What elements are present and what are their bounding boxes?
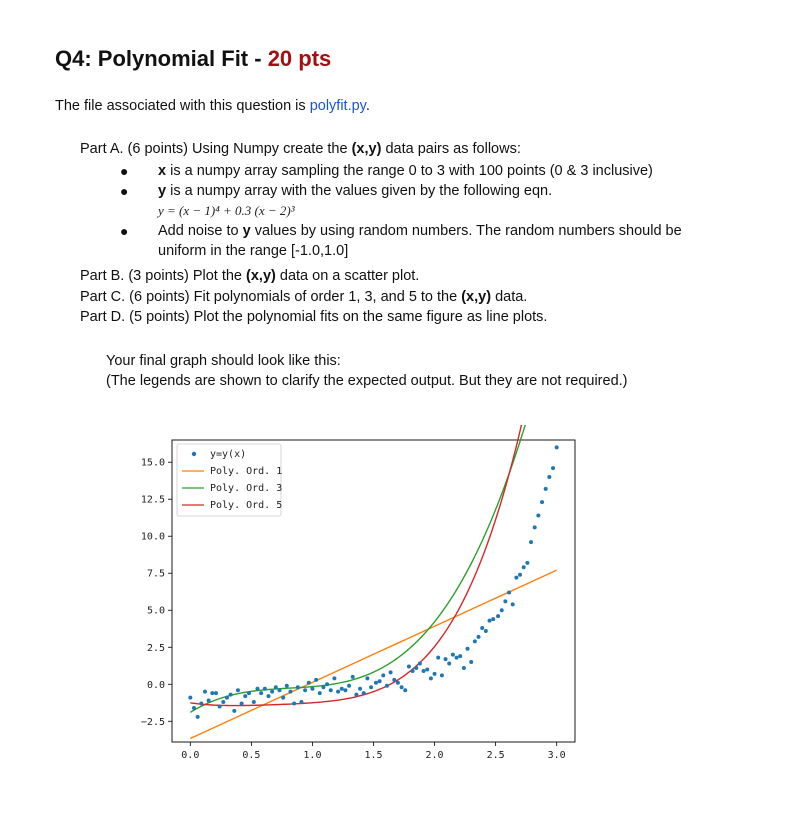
- bullet-icon: ●: [120, 163, 129, 179]
- scatter-point: [525, 561, 529, 565]
- scatter-point: [362, 691, 366, 695]
- scatter-point: [425, 667, 429, 671]
- part-a-heading: Part A. (6 points) Using Numpy create the (x,y) data pairs as follows:: [80, 141, 521, 157]
- polyfit-file-link[interactable]: polyfit.py: [309, 98, 366, 114]
- scatter-point: [407, 665, 411, 669]
- legend-label-scatter: y=y(x): [210, 449, 247, 460]
- scatter-point: [374, 681, 378, 685]
- scatter-point: [243, 694, 247, 698]
- x-tick-label: 2.5: [486, 750, 505, 761]
- scatter-point: [469, 660, 473, 664]
- scatter-point: [491, 617, 495, 621]
- scatter-point: [259, 691, 263, 695]
- scatter-point: [480, 626, 484, 630]
- x-axis-ticks: [181, 742, 565, 761]
- scatter-point: [277, 688, 281, 692]
- scatter-point: [496, 614, 500, 618]
- x-tick-label: 1.0: [303, 750, 322, 761]
- scatter-point: [522, 565, 526, 569]
- scatter-point: [381, 673, 385, 677]
- scatter-point: [555, 445, 559, 449]
- scatter-point: [196, 715, 200, 719]
- scatter-point: [274, 685, 278, 689]
- part-a-bullets: [118, 161, 718, 261]
- y-tick-label: 0.0: [146, 679, 165, 691]
- scatter-point: [455, 656, 459, 660]
- y-tick-label: 12.5: [140, 494, 165, 506]
- bullet-y: ● y is a numpy array with the values given by the following eqn.: [120, 183, 553, 199]
- part-d: Part D. (5 points) Plot the polynomial fits on the same figure as line plots.: [80, 309, 548, 325]
- scatter-point: [307, 681, 311, 685]
- parts-bcd: [80, 266, 547, 328]
- scatter-point: [440, 673, 444, 677]
- scatter-point: [411, 669, 415, 673]
- scatter-point: [354, 693, 358, 697]
- scatter-point: [462, 666, 466, 670]
- scatter-point: [266, 694, 270, 698]
- x-tick-label: 3.0: [547, 750, 566, 761]
- chart-legend: [177, 444, 282, 516]
- scatter-point: [358, 687, 362, 691]
- y-tick-label: 5.0: [146, 605, 165, 617]
- scatter-point: [385, 684, 389, 688]
- scatter-point: [414, 666, 418, 670]
- scatter-point: [340, 687, 344, 691]
- y-axis-ticks: [141, 458, 172, 728]
- scatter-point: [299, 700, 303, 704]
- scatter-point: [270, 690, 274, 694]
- scatter-point: [436, 656, 440, 660]
- scatter-point: [236, 688, 240, 692]
- scatter-point: [418, 662, 422, 666]
- part-b: Part B. (3 points) Plot the (x,y) data on a scatter plot.: [80, 268, 420, 284]
- scatter-point: [507, 590, 511, 594]
- scatter-point: [536, 514, 540, 518]
- scatter-point: [547, 475, 551, 479]
- scatter-point: [247, 691, 251, 695]
- scatter-point: [484, 629, 488, 633]
- legend-label-order3: Poly. Ord. 3: [210, 483, 283, 494]
- points-label: 20 pts: [267, 46, 332, 71]
- scatter-point: [529, 540, 533, 544]
- scatter-point: [488, 619, 492, 623]
- scatter-point: [477, 635, 481, 639]
- bullet-x: ● x is a numpy array sampling the range 0 to 3 with 100 points (0 & 3 inclusive): [120, 163, 653, 179]
- scatter-point: [263, 687, 267, 691]
- intro-text: The file associated with this question is polyfit.py.: [55, 98, 370, 114]
- bullet-noise: ● Add noise to y values by using random numbers. The random numbers should be uniform in the range [-1.0,1.0]: [120, 223, 682, 259]
- scatter-point: [281, 696, 285, 700]
- scatter-point: [429, 676, 433, 680]
- scatter-point: [314, 678, 318, 682]
- y-tick-label: 10.0: [140, 531, 165, 543]
- scatter-point: [343, 688, 347, 692]
- scatter-point: [378, 679, 382, 683]
- scatter-point: [252, 700, 256, 704]
- scatter-point: [218, 704, 222, 708]
- bullet-icon: ●: [120, 223, 129, 239]
- scatter-point: [533, 525, 537, 529]
- scatter-point: [292, 702, 296, 706]
- legend-label-order1: Poly. Ord. 1: [210, 466, 283, 477]
- scatter-point: [347, 684, 351, 688]
- scatter-point: [221, 700, 225, 704]
- x-tick-label: 1.5: [364, 750, 383, 761]
- scatter-point: [285, 684, 289, 688]
- scatter-point: [365, 676, 369, 680]
- graph-note-line2: (The legends are shown to clarify the expected output. But they are not required.): [106, 373, 628, 389]
- scatter-point: [466, 647, 470, 651]
- scatter-point: [255, 687, 259, 691]
- y-tick-label: 7.5: [146, 568, 165, 580]
- scatter-point: [336, 690, 340, 694]
- x-tick-label: 2.0: [425, 750, 444, 761]
- scatter-point: [447, 662, 451, 666]
- equation: y = (x − 1)⁴ + 0.3 (x − 2)³: [158, 203, 295, 218]
- scatter-point: [329, 688, 333, 692]
- scatter-point: [444, 657, 448, 661]
- scatter-point: [540, 500, 544, 504]
- scatter-point: [310, 687, 314, 691]
- scatter-point: [332, 676, 336, 680]
- fit-line-order1: [190, 570, 556, 738]
- graph-note-line1: Your final graph should look like this:: [106, 353, 341, 369]
- scatter-point: [318, 691, 322, 695]
- y-tick-label: 15.0: [140, 457, 165, 469]
- polyfit-chart: [110, 425, 580, 770]
- scatter-point: [296, 685, 300, 689]
- scatter-point: [503, 599, 507, 603]
- scatter-point: [451, 653, 455, 657]
- scatter-point: [392, 678, 396, 682]
- part-c: Part C. (6 points) Fit polynomials of order 1, 3, and 5 to the (x,y) data.: [80, 288, 528, 305]
- scatter-point: [214, 691, 218, 695]
- bullet-icon: ●: [120, 183, 129, 199]
- scatter-point: [369, 685, 373, 689]
- scatter-point: [351, 675, 355, 679]
- scatter-point: [551, 466, 555, 470]
- scatter-point: [473, 639, 477, 643]
- scatter-point: [288, 690, 292, 694]
- scatter-point: [518, 573, 522, 577]
- scatter-point: [203, 690, 207, 694]
- scatter-point: [422, 669, 426, 673]
- scatter-point: [514, 576, 518, 580]
- y-tick-label: −2.5: [140, 716, 165, 728]
- scatter-point: [232, 709, 236, 713]
- scatter-point: [433, 672, 437, 676]
- x-tick-label: 0.5: [242, 750, 261, 761]
- scatter-point: [229, 693, 233, 697]
- scatter-point: [544, 487, 548, 491]
- scatter-point: [207, 699, 211, 703]
- scatter-point: [199, 702, 203, 706]
- question-title: Q4: Polynomial Fit - 20 pts: [55, 46, 332, 71]
- legend-label-order5: Poly. Ord. 5: [210, 500, 283, 511]
- scatter-point: [192, 706, 196, 710]
- scatter-point: [396, 681, 400, 685]
- scatter-point: [500, 608, 504, 612]
- scatter-point: [321, 685, 325, 689]
- scatter-point: [303, 688, 307, 692]
- scatter-point: [389, 670, 393, 674]
- legend-marker-scatter: [192, 452, 196, 456]
- scatter-point: [325, 682, 329, 686]
- graph-note: [106, 351, 628, 391]
- scatter-point: [400, 685, 404, 689]
- scatter-point: [458, 654, 462, 658]
- scatter-point: [403, 688, 407, 692]
- y-tick-label: 2.5: [146, 642, 165, 654]
- scatter-point: [240, 702, 244, 706]
- scatter-point: [188, 696, 192, 700]
- x-tick-label: 0.0: [181, 750, 200, 761]
- scatter-point: [225, 696, 229, 700]
- scatter-point: [511, 602, 515, 606]
- scatter-point: [210, 691, 214, 695]
